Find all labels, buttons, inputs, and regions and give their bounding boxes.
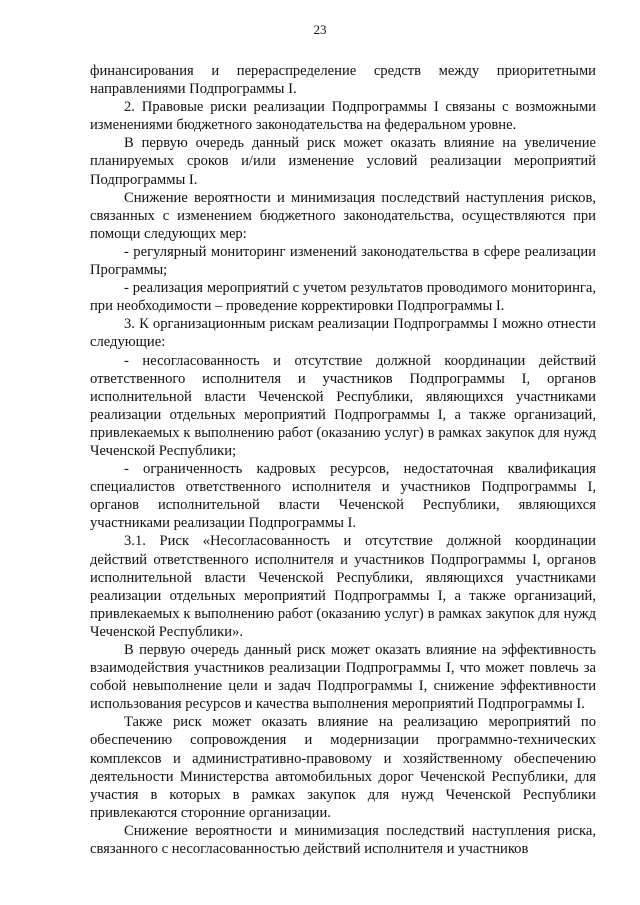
- page-number: 23: [313, 22, 327, 37]
- list-item: - ограниченность кадровых ресурсов, недостаточная квалификация специалистов ответственного исполнителя и участников Подпрограммы I, органов исполнительной власти Чеченской Республики, являющихся участниками реализации Подпрограммы I.: [90, 461, 596, 532]
- paragraph: 3. К организационным рискам реализации Подпрограммы I можно отнести следующие:: [90, 316, 596, 351]
- paragraph: Снижение вероятности и минимизация последствий наступления риска, связанного с несогласованностью действий исполнителя и участников: [90, 822, 596, 858]
- paragraph: Также риск может оказать влияние на реализацию мероприятий по обеспечению сопровождения и модернизации программно-технических комплексов и административно-правовому и хозяйственному обеспечению деятельности Министерства автомобильных дорог Чеченской Республики, для участия в которых в рамках закупок для нужд Чеченской Республики привлекаются сторонние организации.: [90, 714, 596, 821]
- paragraph: В первую очередь данный риск может оказать влияние на увеличение планируемых сроков и/или изменение условий реализации мероприятий Подпрограммы I.: [90, 135, 596, 188]
- document-body: [90, 62, 596, 858]
- list-item: - несогласованность и отсутствие должной координации действий ответственного исполнителя и участников Подпрограммы I, органов исполнительной власти Чеченской Республики, являющихся участниками реализации отдельных мероприятий Подпрограммы I, а также организаций, привлекаемых к выполнению работ (оказанию услуг) в рамках закупок для нужд Чеченской Республики;: [90, 352, 596, 459]
- list-item: - регулярный мониторинг изменений законодательства в сфере реализации Программы;: [90, 243, 596, 279]
- list-item: - реализация мероприятий с учетом результатов проводимого мониторинга, при необходимости – проведение корректировки Подпрограммы I.: [90, 280, 596, 315]
- paragraph: 2. Правовые риски реализации Подпрограммы I связаны с возможными изменениями бюджетного законодательства на федеральном уровне.: [90, 99, 596, 134]
- paragraph: 3.1. Риск «Несогласованность и отсутствие должной координации действий ответственного исполнителя и участников Подпрограммы I, органов исполнительной власти Чеченской Республики, являющихся участниками реализации отдельных мероприятий Подпрограммы I, а также организаций, привлекаемых к выполнению работ (оказанию услуг) в рамках закупок для нужд Чеченской Республики».: [90, 533, 596, 640]
- paragraph: Снижение вероятности и минимизация последствий наступления рисков, связанных с изменением бюджетного законодательства, осуществляются при помощи следующих мер:: [90, 189, 596, 242]
- paragraph: финансирования и перераспределение средств между приоритетными направлениями Подпрограммы I.: [90, 63, 596, 98]
- paragraph: В первую очередь данный риск может оказать влияние на эффективность взаимодействия участников реализации Подпрограммы I, что может повлечь за собой невыполнение цели и задач Подпрограммы I, снижение эффективности использования ресурсов и качества выполнения мероприятий Подпрограммы I.: [90, 642, 596, 713]
